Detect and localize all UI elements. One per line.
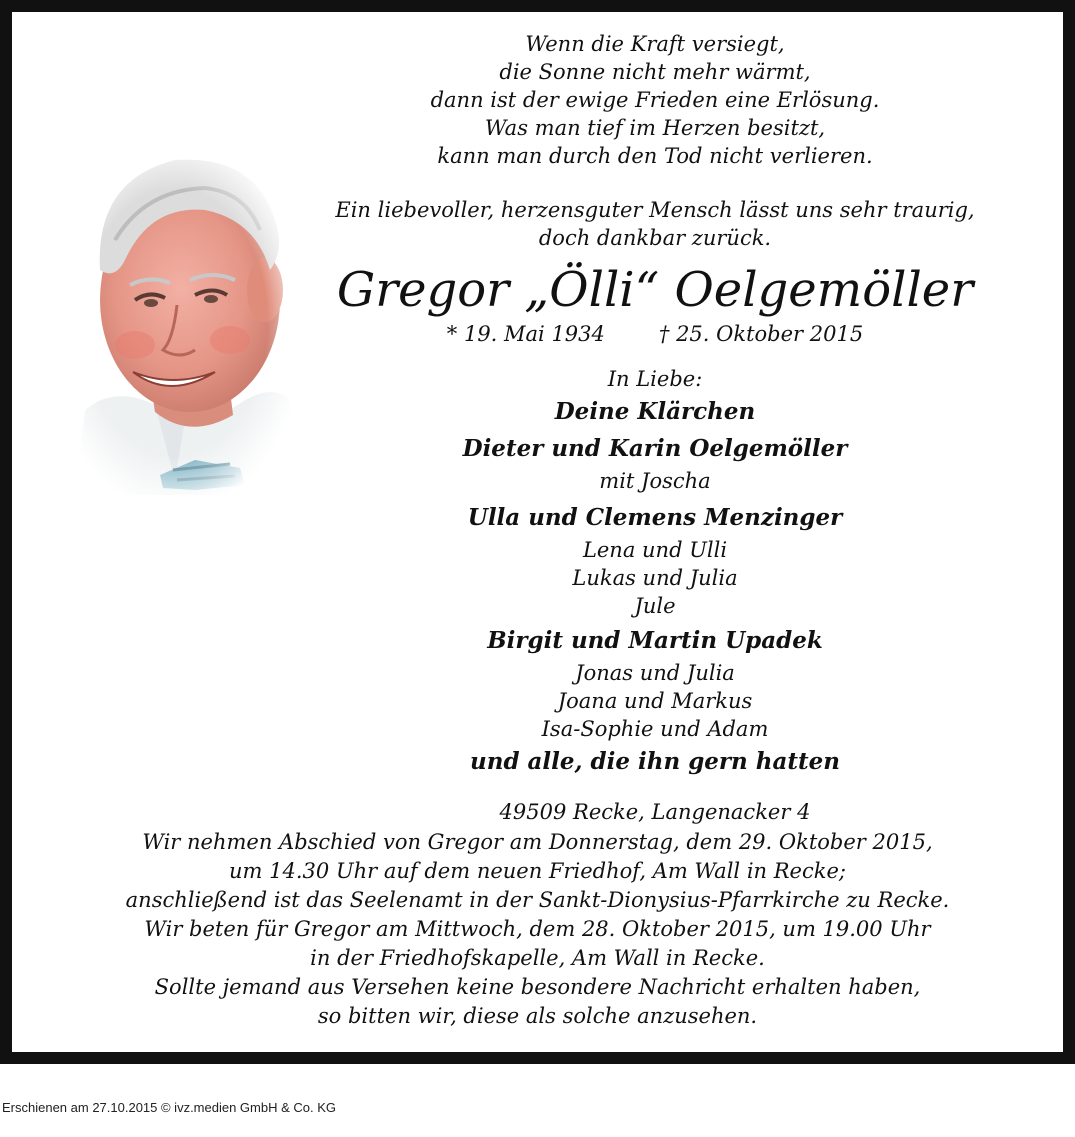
family-member-main: Dieter und Karin Oelgemöller	[462, 435, 848, 462]
family-member-main: Deine Klärchen	[554, 398, 756, 425]
family-member-sub: Jonas und Julia	[575, 661, 735, 685]
family-member-sub: mit Joscha	[599, 469, 711, 493]
life-dates	[300, 320, 1010, 348]
address: 49509 Recke, Langenacker 4	[499, 800, 811, 824]
family-member-sub: Lukas und Julia	[572, 566, 738, 590]
poem-line: die Sonne nicht mehr wärmt,	[499, 60, 811, 84]
family-member-main: Birgit und Martin Upadek	[487, 627, 823, 654]
family-member-main: Ulla und Clemens Menzinger	[467, 504, 843, 531]
notice-line: Sollte jemand aus Versehen keine besondere Nachricht erhalten haben,	[154, 975, 921, 999]
poem-line: dann ist der ewige Frieden eine Erlösung.	[430, 88, 880, 112]
poem-line: Wenn die Kraft versiegt,	[525, 32, 785, 56]
notice-line: so bitten wir, diese als solche anzusehen.	[317, 1004, 758, 1028]
publication-footer: Erschienen am 27.10.2015 © ivz.medien GmbH & Co. KG	[2, 1100, 337, 1115]
birth-date: * 19. Mai 1934	[446, 322, 605, 346]
intro-line: Ein liebevoller, herzensguter Mensch lässt uns sehr traurig,	[335, 198, 975, 222]
notice-line: in der Friedhofskapelle, Am Wall in Recke.	[310, 946, 765, 970]
notice-line: anschließend ist das Seelenamt in der Sankt-Dionysius-Pfarrkirche zu Recke.	[125, 888, 950, 912]
intro-line: doch dankbar zurück.	[538, 226, 772, 250]
portrait-photo	[55, 150, 295, 495]
poem	[300, 30, 1010, 170]
notice-line: um 14.30 Uhr auf dem neuen Friedhof, Am Wall in Recke;	[229, 859, 846, 883]
funeral-notice	[50, 828, 1025, 1031]
family-member-sub: Joana und Markus	[557, 689, 753, 713]
intro-text	[300, 196, 1010, 252]
death-date: † 25. Oktober 2015	[658, 322, 864, 346]
family-member-main: und alle, die ihn gern hatten	[470, 748, 840, 775]
family-member-sub: Lena und Ulli	[582, 538, 728, 562]
poem-line: kann man durch den Tod nicht verlieren.	[437, 144, 873, 168]
family-label: In Liebe:	[607, 367, 703, 391]
family-list	[300, 365, 1010, 780]
family-member-sub: Isa-Sophie und Adam	[541, 717, 769, 741]
family-member-sub: Jule	[634, 594, 676, 618]
notice-line: Wir nehmen Abschied von Gregor am Donnerstag, dem 29. Oktober 2015,	[142, 830, 933, 854]
notice-line: Wir beten für Gregor am Mittwoch, dem 28. Oktober 2015, um 19.00 Uhr	[144, 917, 931, 941]
deceased-name: Gregor „Ölli“ Oelgemöller	[336, 262, 974, 318]
poem-line: Was man tief im Herzen besitzt,	[484, 116, 826, 140]
